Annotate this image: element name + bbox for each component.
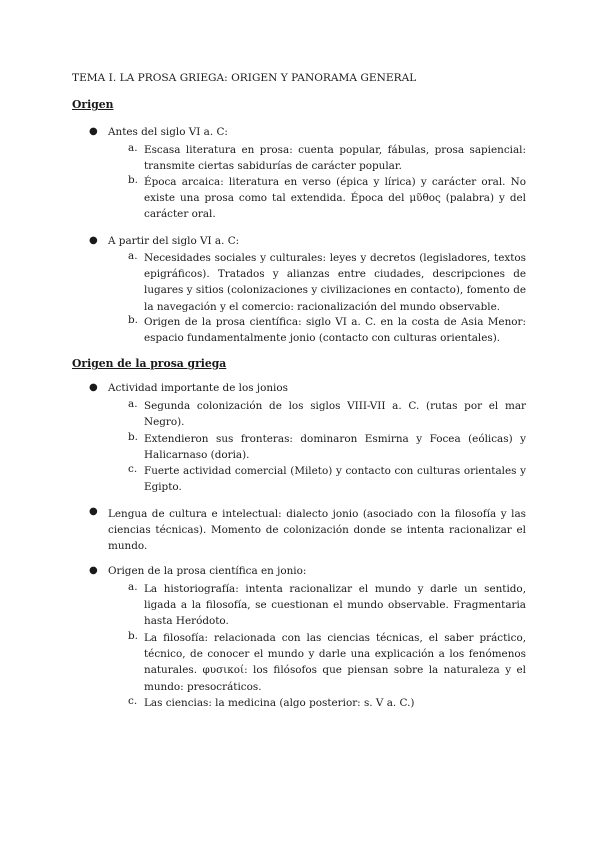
bullet-icon: ● xyxy=(89,506,98,517)
item-text: Fuerte actividad comercial (Mileto) y contacto con culturas orientales y Egipto. xyxy=(144,465,526,494)
bullet-icon: ● xyxy=(89,126,98,137)
item-text: Origen de la prosa científica: siglo VI a. C. en la costa de Asia Menor: espacio fundamentalmente jonio (contacto con culturas orientales). xyxy=(144,316,526,345)
item-marker: a. xyxy=(128,142,138,154)
section-heading-origen: Origen xyxy=(72,98,114,111)
bullet-text: Antes del siglo VI a. C: xyxy=(108,126,228,138)
item-marker: b. xyxy=(128,630,138,642)
item-marker: a. xyxy=(128,398,138,410)
item-text: Necesidades sociales y culturales: leyes y decretos (legisladores, textos epigráficos). Tratados y alianzas entre ciudades, descripciones de lugares y sitios (colonizaciones y civilizaciones en contacto), fomento de la navegación y el comercio: racionalización del mundo observable. xyxy=(144,252,526,313)
item-text xyxy=(144,174,526,223)
bullet-text: Lengua de cultura e intelectual: dialecto jonio (asociado con la filosofía y las ciencias técnicas). Momento de colonización donde se intenta racionalizar el mundo. xyxy=(108,508,526,553)
section-heading-origen-prosa-griega: Origen de la prosa griega xyxy=(72,357,227,370)
item-marker: b. xyxy=(128,314,138,326)
item-text-part: La filosofía: relacionada con las ciencias técnicas, el saber práctico, técnico, de conocer el mundo y darle una explicación a los fenómenos naturales. xyxy=(144,632,526,677)
bullet-icon: ● xyxy=(89,235,98,246)
item-marker: c. xyxy=(128,463,138,475)
item-text: Escasa literatura en prosa: cuenta popular, fábulas, prosa sapiencial: transmite ciertas sabidurías de carácter popular. xyxy=(144,144,526,173)
bullet-icon: ● xyxy=(89,565,98,576)
item-marker: b. xyxy=(128,174,138,186)
item-marker: c. xyxy=(128,695,138,707)
item-text-part: : los filósofos que piensan sobre la naturaleza y el mundo: presocráticos. xyxy=(144,664,526,693)
item-text: Las ciencias: la medicina (algo posterior: s. V a. C.) xyxy=(144,697,415,709)
item-text: Extendieron sus fronteras: dominaron Esmirna y Focea (eólicas) y Halicarnaso (doria). xyxy=(144,433,526,462)
item-marker: b. xyxy=(128,431,138,443)
bullet-text: Origen de la prosa científica en jonio: xyxy=(108,565,307,577)
bullet-text: A partir del siglo VI a. C: xyxy=(108,235,240,247)
document-title: TEMA I. LA PROSA GRIEGA: ORIGEN Y PANORAMA GENERAL xyxy=(72,72,417,84)
item-text xyxy=(144,630,526,695)
item-text-part: Época arcaica: literatura en verso (épica y lírica) y carácter oral. No existe una prosa como tal extendida. Época del xyxy=(144,176,526,205)
item-marker: a. xyxy=(128,250,138,262)
greek-word: μῦθος xyxy=(409,192,441,205)
item-text-part: (palabra) y del carácter oral. xyxy=(144,192,526,221)
item-text: Segunda colonización de los siglos VIII-VII a. C. (rutas por el mar Negro). xyxy=(144,400,526,429)
greek-word: φυσικοί xyxy=(202,664,245,677)
bullet-text: Actividad importante de los jonios xyxy=(108,382,288,394)
item-marker: a. xyxy=(128,581,138,593)
bullet-icon: ● xyxy=(89,382,98,393)
item-text: La historiografía: intenta racionalizar el mundo y darle un sentido, ligada a la filosofía, se cuestionan el mundo observable. Fragmentaria hasta Heródoto. xyxy=(144,583,526,628)
